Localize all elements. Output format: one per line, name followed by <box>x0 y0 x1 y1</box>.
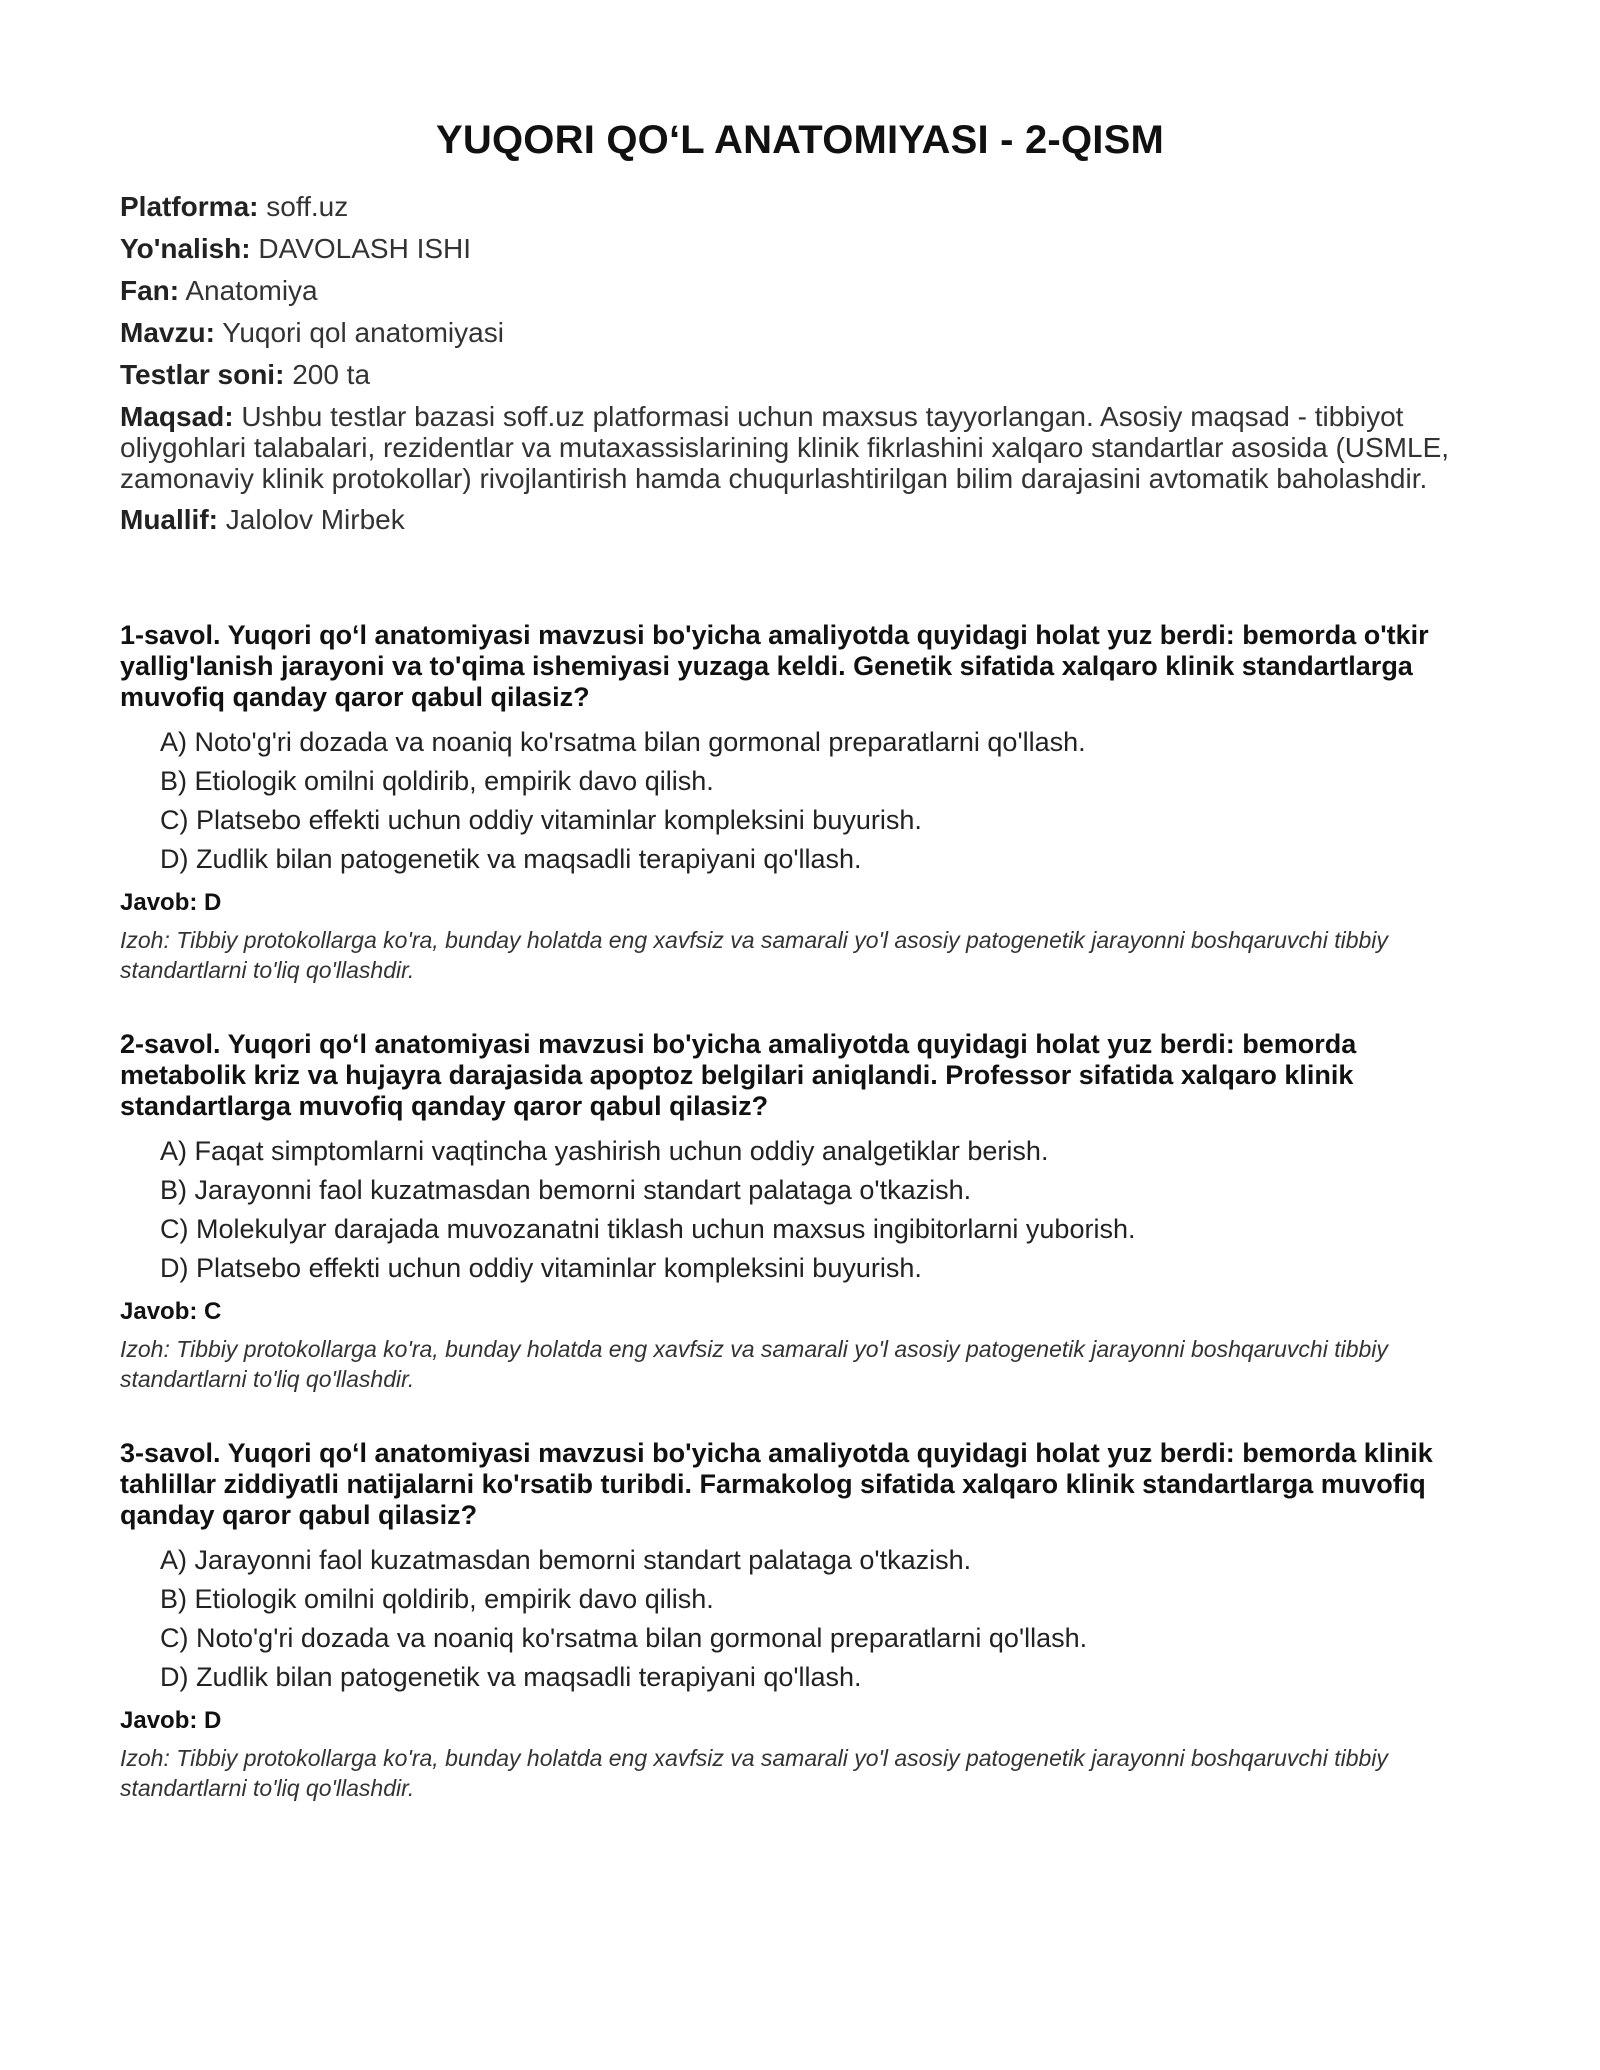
meta-value: soff.uz <box>266 191 349 222</box>
answer-option: C) Molekulyar darajada muvozanatni tiklash uchun maxsus ingibitorlarni yuborish. <box>160 1214 1136 1244</box>
answer-option: D) Zudlik bilan patogenetik va maqsadli terapiyani qo'llash. <box>160 1662 862 1692</box>
question-block <box>120 620 1480 985</box>
meta-label: Fan: <box>120 275 180 306</box>
meta-direction <box>120 233 1480 265</box>
meta-value: 200 ta <box>292 359 371 390</box>
meta-label: Yo'nalish: <box>120 233 251 264</box>
meta-platform <box>120 191 1480 223</box>
explanation-note: Izoh: Tibbiy protokollarga ko'ra, bunday holatda eng xavfsiz va samarali yo'l asosiy patogenetik jarayonni boshqaruvchi tibbiy standartlarni to'liq qo'llashdir. <box>120 927 1388 983</box>
meta-value: Jalolov Mirbek <box>225 504 405 535</box>
meta-test-count <box>120 359 1480 391</box>
answer-option: A) Noto'g'ri dozada va noaniq ko'rsatma bilan gormonal preparatlarni qo'llash. <box>160 727 1086 757</box>
meta-subject <box>120 275 1480 307</box>
explanation-note: Izoh: Tibbiy protokollarga ko'ra, bunday holatda eng xavfsiz va samarali yo'l asosiy patogenetik jarayonni boshqaruvchi tibbiy standartlarni to'liq qo'llashdir. <box>120 1745 1388 1801</box>
meta-value: Yuqori qol anatomiyasi <box>222 317 504 348</box>
meta-value: Ushbu testlar bazasi soff.uz platformasi uchun maxsus tayyorlangan. Asosiy maqsad - tibbiyot oliygohlari talabalari, rezidentlar va mutaxassislarining klinik fikrlashini xalqaro standartlar asosida (USMLE, zamonaviy klinik protokollar) rivojlantirish hamda chuqurlashtirilgan bilim darajasini avtomatik baholashdir. <box>120 401 1450 494</box>
answer-option: B) Etiologik omilni qoldirib, empirik davo qilish. <box>160 1584 714 1614</box>
meta-label: Testlar soni: <box>120 359 285 390</box>
answer-options <box>120 723 1480 879</box>
correct-answer: Javob: D <box>120 889 222 916</box>
question-text: 3-savol. Yuqori qo‘l anatomiyasi mavzusi bo'yicha amaliyotda quyidagi holat yuz berdi: bemorda klinik tahlillar ziddiyatli natijalarni ko'rsatib turibdi. Farmakolog sifatida xalqaro klinik standartlarga muvofiq qanday qaror qabul qilasiz? <box>120 1438 1433 1530</box>
meta-section <box>120 191 1480 536</box>
answer-option: D) Platsebo effekti uchun oddiy vitaminlar kompleksini buyurish. <box>160 1253 922 1283</box>
answer-option: B) Etiologik omilni qoldirib, empirik davo qilish. <box>160 766 714 796</box>
answer-option: B) Jarayonni faol kuzatmasdan bemorni standart palataga o'tkazish. <box>160 1175 972 1205</box>
meta-label: Muallif: <box>120 504 218 535</box>
question-text: 1-savol. Yuqori qo‘l anatomiyasi mavzusi bo'yicha amaliyotda quyidagi holat yuz berdi: bemorda o'tkir yallig'lanish jarayoni va to'qima ishemiyasi yuzaga keldi. Genetik sifatida xalqaro klinik standartlarga muvofiq qanday qaror qabul qilasiz? <box>120 620 1429 712</box>
meta-topic <box>120 317 1480 349</box>
meta-author <box>120 504 1480 536</box>
answer-option: D) Zudlik bilan patogenetik va maqsadli terapiyani qo'llash. <box>160 844 862 874</box>
meta-goal <box>120 401 1480 494</box>
answer-option: A) Faqat simptomlarni vaqtincha yashirish uchun oddiy analgetiklar berish. <box>160 1136 1049 1166</box>
correct-answer: Javob: D <box>120 1707 222 1734</box>
meta-label: Platforma: <box>120 191 259 222</box>
question-block <box>120 1438 1480 1803</box>
meta-value: Anatomiya <box>185 275 318 306</box>
explanation-note: Izoh: Tibbiy protokollarga ko'ra, bunday holatda eng xavfsiz va samarali yo'l asosiy patogenetik jarayonni boshqaruvchi tibbiy standartlarni to'liq qo'llashdir. <box>120 1336 1388 1392</box>
answer-option: C) Noto'g'ri dozada va noaniq ko'rsatma bilan gormonal preparatlarni qo'llash. <box>160 1623 1088 1653</box>
meta-label: Mavzu: <box>120 317 215 348</box>
meta-label: Maqsad: <box>120 401 234 432</box>
answer-option: C) Platsebo effekti uchun oddiy vitaminlar kompleksini buyurish. <box>160 805 922 835</box>
document-title: YUQORI QO‘L ANATOMIYASI - 2-QISM <box>436 118 1164 162</box>
answer-options <box>120 1132 1480 1288</box>
meta-value: DAVOLASH ISHI <box>258 233 472 264</box>
answer-option: A) Jarayonni faol kuzatmasdan bemorni standart palataga o'tkazish. <box>160 1545 972 1575</box>
questions-section <box>120 620 1480 1803</box>
question-text: 2-savol. Yuqori qo‘l anatomiyasi mavzusi bo'yicha amaliyotda quyidagi holat yuz berdi: bemorda metabolik kriz va hujayra darajasida apoptoz belgilari aniqlandi. Professor sifatida xalqaro klinik standartlarga muvofiq qanday qaror qabul qilasiz? <box>120 1029 1357 1121</box>
correct-answer: Javob: C <box>120 1298 222 1325</box>
answer-options <box>120 1541 1480 1697</box>
question-block <box>120 1029 1480 1394</box>
